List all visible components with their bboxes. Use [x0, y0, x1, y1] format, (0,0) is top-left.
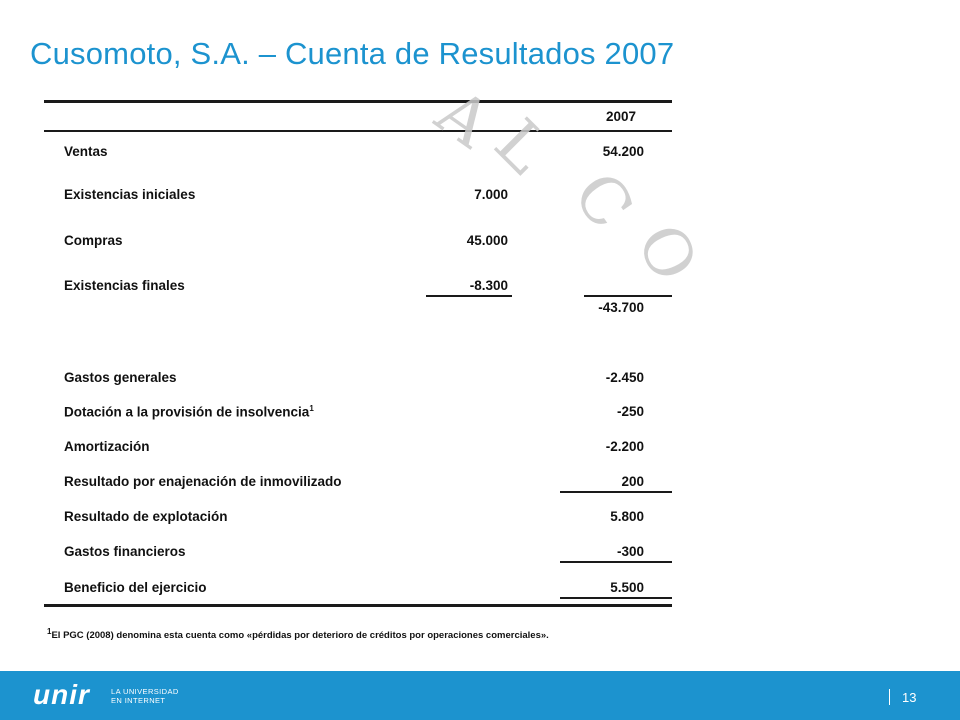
- row-total-resultado-explotacion: 5.800: [610, 509, 644, 524]
- row-label-existencias-iniciales: Existencias iniciales: [64, 187, 196, 202]
- header-rule: [44, 130, 672, 132]
- row-total-enajenacion: 200: [621, 474, 644, 489]
- logo-tagline-line2: EN INTERNET: [111, 696, 166, 705]
- unir-logo[interactable]: [33, 681, 233, 711]
- watermark-letter: O: [621, 213, 711, 293]
- row-total-gastos-financieros: -300: [616, 544, 644, 559]
- beneficio-rule: [560, 561, 672, 563]
- table-top-rule: [44, 100, 672, 103]
- row-total-ventas: 54.200: [602, 144, 644, 159]
- footer-bar: [0, 671, 960, 720]
- footnote-ref-mark: 1: [309, 404, 314, 413]
- row-sub-existencias-finales: -8.300: [469, 278, 508, 293]
- row-label-beneficio: Beneficio del ejercicio: [64, 580, 207, 595]
- watermark-letter: A: [422, 75, 504, 163]
- row-sub-compras: 45.000: [466, 233, 508, 248]
- row-label-gastos-generales: Gastos generales: [64, 370, 177, 385]
- table-bottom-rule: [44, 604, 672, 607]
- logo-tagline-line1: LA UNIVERSIDAD: [111, 687, 179, 696]
- subtotal-rule-right: [584, 295, 672, 297]
- row-total-beneficio: 5.500: [610, 580, 644, 595]
- row-total-amortizacion: -2.200: [605, 439, 644, 454]
- watermark-letter: L: [480, 105, 563, 189]
- row-total-coste-ventas: -43.700: [598, 300, 644, 315]
- logo-wordmark: unir: [33, 679, 90, 710]
- page-number: 13: [902, 690, 917, 705]
- subtotal-rule-left: [426, 295, 512, 297]
- slide-title: Cusomoto, S.A. – Cuenta de Resultados 2007: [30, 36, 675, 71]
- dotacion-text: Dotación a la provisión de insolvencia: [64, 404, 310, 420]
- row-label-dotacion: [64, 404, 314, 420]
- explotacion-rule: [560, 491, 672, 493]
- footnote: [47, 627, 549, 641]
- income-statement-table: [44, 97, 672, 645]
- column-header-2007: 2007: [606, 109, 637, 124]
- row-total-dotacion: -250: [616, 404, 644, 419]
- row-label-compras: Compras: [64, 233, 123, 248]
- logo-tagline: [111, 687, 179, 705]
- row-label-gastos-financieros: Gastos financieros: [64, 544, 186, 559]
- row-label-enajenacion: Resultado por enajenación de inmovilizado: [64, 474, 342, 489]
- footnote-mark: 1: [47, 627, 52, 636]
- beneficio-double-rule: [560, 597, 672, 599]
- watermark-letter: C: [558, 159, 647, 243]
- row-total-gastos-generales: -2.450: [605, 370, 644, 385]
- row-label-amortizacion: Amortización: [64, 439, 150, 454]
- page-separator: [889, 689, 890, 705]
- row-sub-existencias-iniciales: 7.000: [474, 187, 508, 202]
- row-label-ventas: Ventas: [64, 144, 108, 159]
- footnote-text: El PGC (2008) denomina esta cuenta como «pérdidas por deterioro de créditos por operaciones comerciales».: [51, 630, 549, 642]
- row-label-resultado-explotacion: Resultado de explotación: [64, 509, 228, 524]
- row-label-existencias-finales: Existencias finales: [64, 278, 185, 293]
